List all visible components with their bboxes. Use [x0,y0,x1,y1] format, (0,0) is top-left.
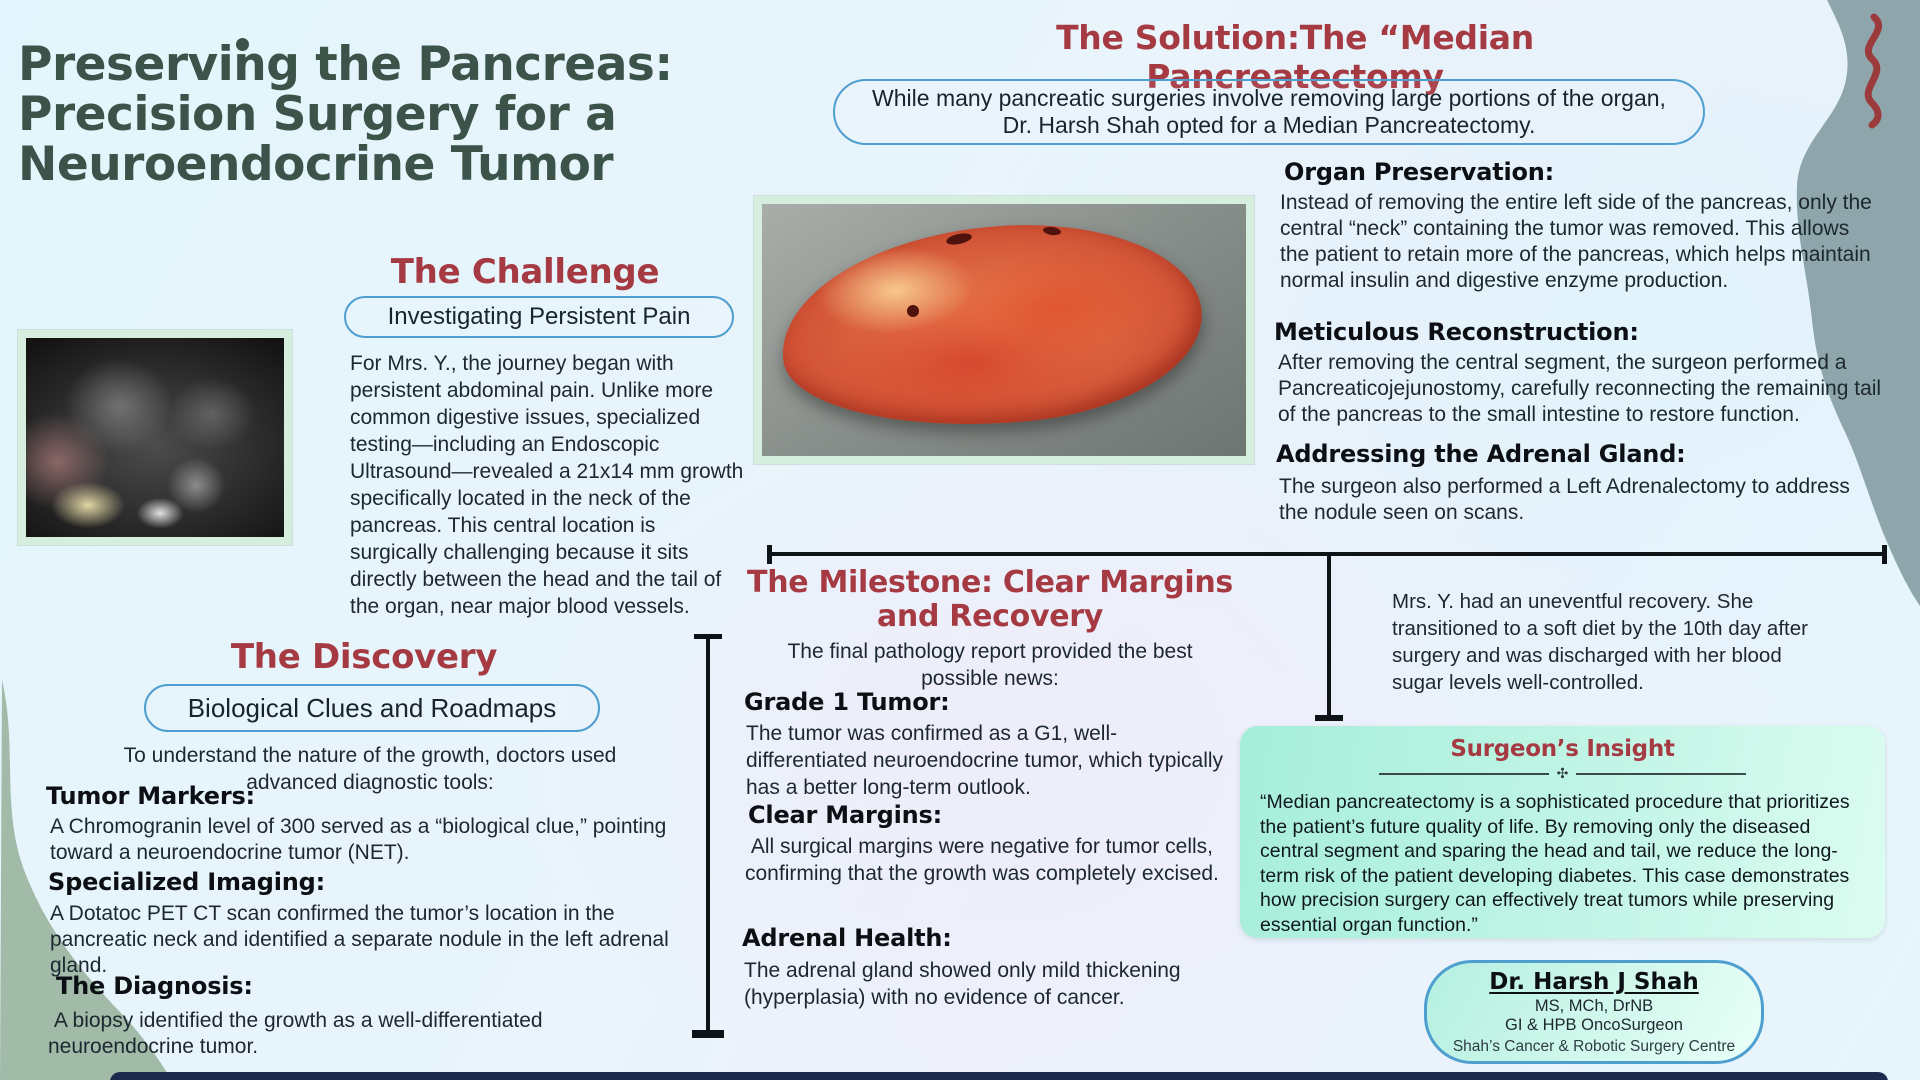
milestone-intro: The final pathology report provided the best possible news: [787,640,1193,690]
doctor-role: GI & HPB OncoSurgeon [1505,1015,1683,1034]
left-divider-line [706,636,710,1034]
organ-preservation-body: Instead of removing the entire left side of the pancreas, only the central “neck” containing the tumor was removed. This allows the patient to retain more of the pancreas, which helps maintain normal insulin and digestive enzyme production. [1280,191,1872,292]
adrenal-gland-body: The surgeon also performed a Left Adrenalectomy to address the nodule seen on scans. [1279,475,1850,524]
recovery-note: Mrs. Y. had an uneventful recovery. She transitioned to a soft diet by the 10th day after surgery and was discharged with her blood sugar levels well-controlled. [1392,590,1808,694]
diagnosis-heading: The Diagnosis: [56,972,253,1000]
ct-scan-image [18,330,292,545]
grade1-tumor-heading: Grade 1 Tumor: [744,688,950,716]
doctor-card [1424,960,1764,1064]
meticulous-reconstruction-body: After removing the central segment, the surgeon performed a Pancreaticojejunostomy, carefully reconnecting the remaining tail of the pancreas to the small intestine to restore function. [1278,351,1882,426]
adrenal-gland-heading: Addressing the Adrenal Gland: [1276,440,1686,468]
timeline-connector-line [1327,554,1331,718]
specialized-imaging-body: A Dotatoc PET CT scan confirmed the tumor’s location in the pancreatic neck and identified a separate nodule in the left adrenal gland. [50,902,669,977]
surgeons-insight-box [1240,726,1885,938]
doctor-organization: Shah’s Cancer & Robotic Surgery Centre [1452,1037,1736,1055]
cross-star-icon: ✣ [1556,765,1569,781]
solution-heading: The Solution:The “Median Pancreatectomy [1056,18,1534,96]
challenge-heading: The Challenge [390,252,660,292]
organ-preservation-heading: Organ Preservation: [1284,158,1555,186]
milestone-heading: The Milestone: Clear Margins and Recovery [747,565,1233,634]
navy-bottom-bar [110,1072,1888,1080]
red-squiggle-decoration [1852,12,1892,130]
adrenal-health-heading: Adrenal Health: [742,924,952,952]
insight-divider [1240,765,1885,782]
discovery-badge-label: Biological Clues and Roadmaps [187,692,557,723]
page-title-line2: Precision Surgery for a [18,86,617,142]
solution-intro-text: While many pancreatic surgeries involve removing large portions of the organ, Dr. Harsh Shah opted for a Median Pancreatectomy. [872,85,1666,138]
page-title [18,37,708,192]
pancreas-specimen-shape [774,209,1211,441]
diagnosis-body: A biopsy identified the growth as a well-differentiated neuroendocrine tumor. [48,1009,549,1058]
clear-margins-heading: Clear Margins: [748,801,942,829]
challenge-badge [344,296,734,338]
doctor-degrees: MS, MCh, DrNB [1534,996,1654,1015]
specimen-art [762,204,1246,456]
ct-scan-art [26,338,284,537]
meticulous-reconstruction-heading: Meticulous Reconstruction: [1274,318,1639,346]
timeline-right-tick [1882,545,1887,564]
challenge-badge-label: Investigating Persistent Pain [387,303,691,330]
gray-blob-decoration [1775,0,1920,625]
specimen-photo [754,196,1254,464]
discovery-intro: To understand the nature of the growth, doctors used advanced diagnostic tools: [123,744,617,794]
solution-intro-bubble [833,79,1705,145]
tumor-markers-heading: Tumor Markers: [46,782,255,810]
specialized-imaging-heading: Specialized Imaging: [48,868,326,896]
discovery-heading: The Discovery [230,637,498,677]
divider-line-right [1576,773,1746,775]
tumor-markers-body: A Chromogranin level of 300 served as a “biological clue,” pointing toward a neuroendocrine tumor (NET). [50,815,667,864]
left-divider-bottom-tick [692,1030,724,1038]
divider-line-left [1379,773,1549,775]
discovery-badge [144,684,600,732]
left-divider-top-tick [694,634,722,639]
doctor-name: Dr. Harsh J Shah [1489,968,1699,995]
timeline-connector-tick [1315,715,1343,721]
page-title-line1: Preserving the Pancreas: [18,37,673,92]
challenge-body: For Mrs. Y., the journey began with persistent abdominal pain. Unlike more common digestive issues, specialized testing—including an Endoscopic Ultrasound—revealed a 21x14 mm growth specifically located in the neck of the pancreas. This central location is surgically challenging because it sits directly between the head and the tail of the organ, near major blood vessels. [350,352,744,618]
insight-quote: “Median pancreatectomy is a sophisticated procedure that prioritizes the patient’s future quality of life. By removing only the diseased central segment and sparing the head and tail, we reduce the long-term risk of the patient developing diabetes. This case demonstrates how precision surgery can effectively treat tumors while preserving essential organ function.” [1260,791,1850,936]
insight-title: Surgeon’s Insight [1450,736,1675,762]
page-title-line3: Neuroendocrine Tumor [18,136,614,192]
clear-margins-body: All surgical margins were negative for tumor cells, confirming that the growth was completely excised. [745,835,1219,885]
adrenal-health-body: The adrenal gland showed only mild thickening (hyperplasia) with no evidence of cancer. [744,959,1181,1009]
grade1-tumor-body: The tumor was confirmed as a G1, well-differentiated neuroendocrine tumor, which typically has a better long-term outlook. [746,722,1224,799]
specimen-spot [907,305,919,317]
timeline-left-tick [767,545,772,564]
